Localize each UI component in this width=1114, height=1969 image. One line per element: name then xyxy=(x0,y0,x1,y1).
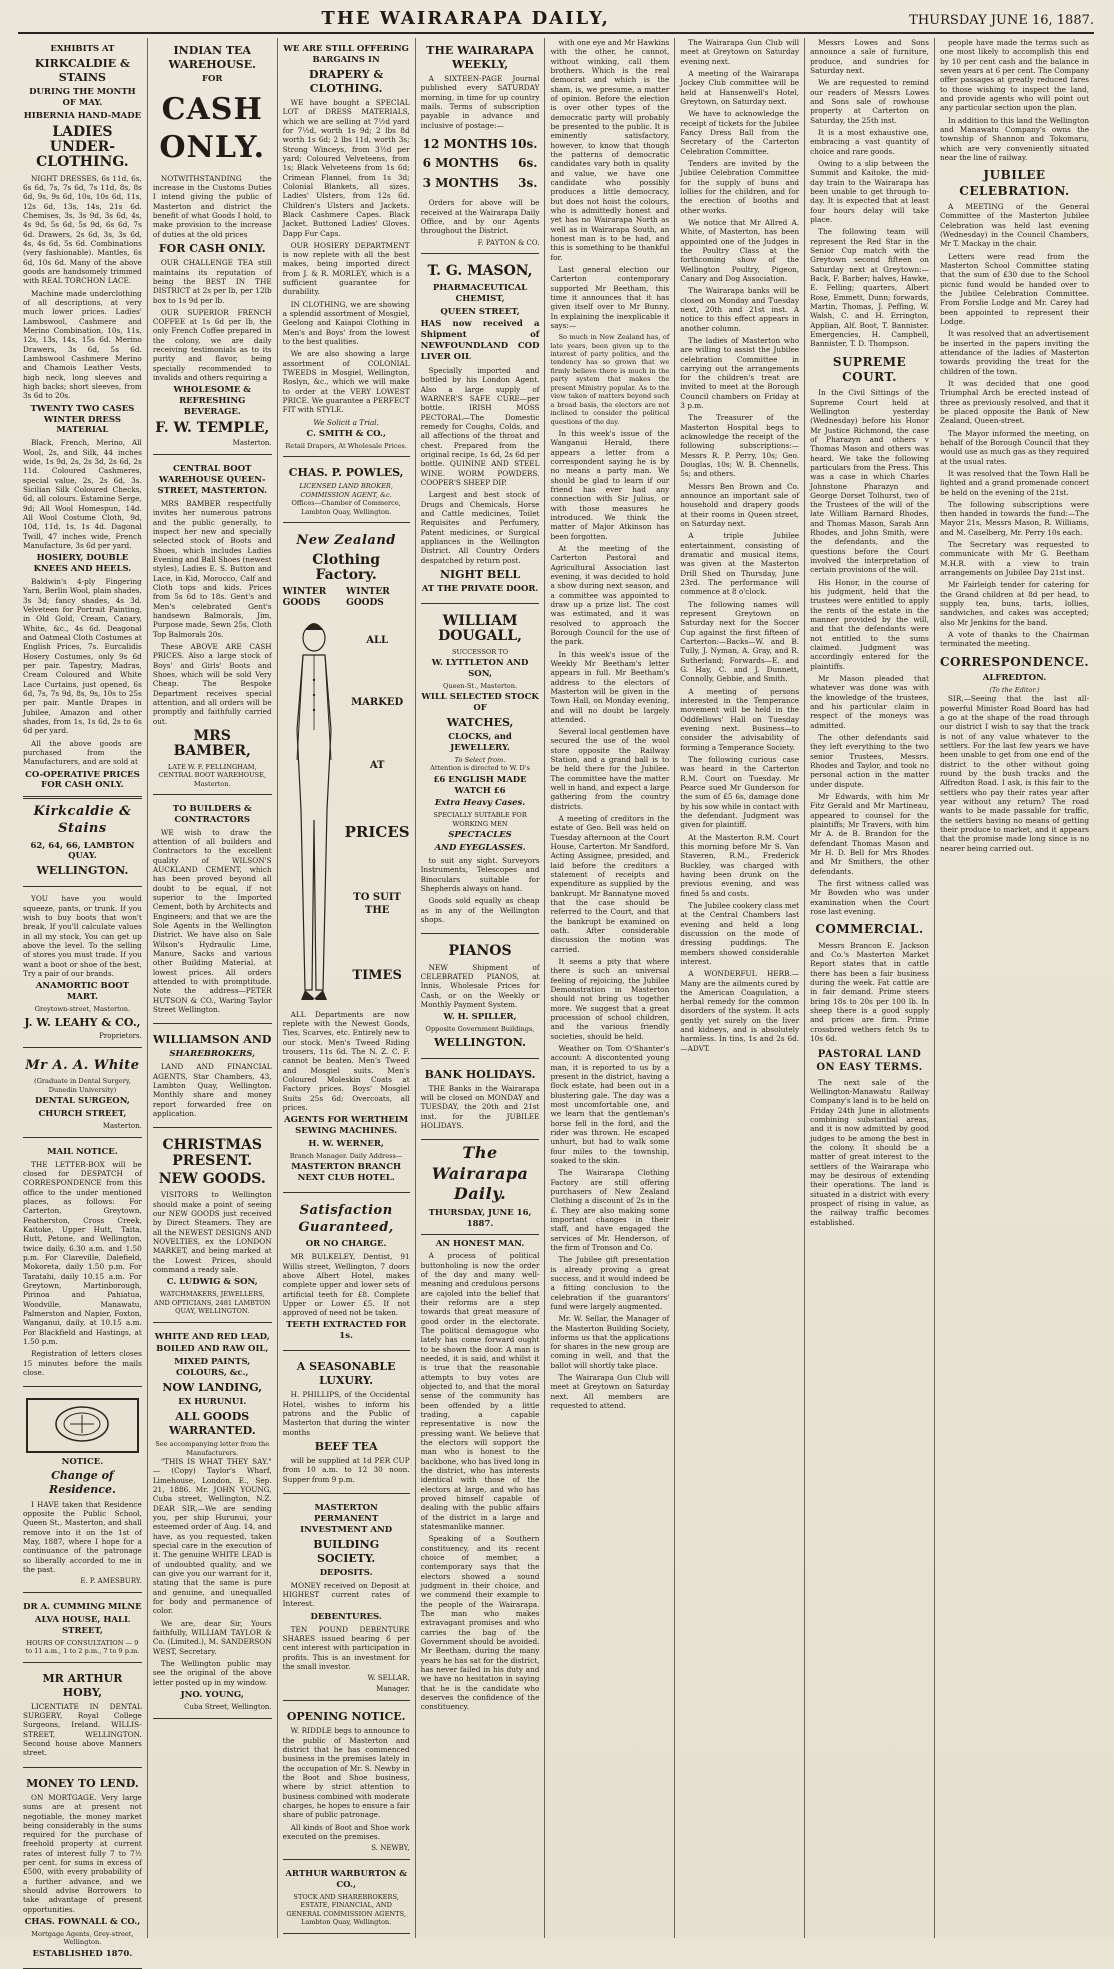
column-8 xyxy=(935,38,1094,1938)
warranted-sub: See accompanying letter from the Manufacturers. xyxy=(155,1440,270,1457)
honest-heading: AN HONEST MAN. xyxy=(435,1238,525,1249)
mixed-paints: MIXED PAINTS, COLOURS, &c., xyxy=(174,1357,251,1379)
twenty-cases-heading: TWENTY TWO CASES WINTER DRESS MATERIAL xyxy=(30,403,135,436)
term-label: 12 MONTHS xyxy=(422,137,508,152)
money-established: ESTABLISHED 1870. xyxy=(32,1948,133,1959)
debentures-heading: DEBENTURES. xyxy=(310,1611,382,1622)
column-6 xyxy=(675,38,805,1938)
leahy-proprietors: Proprietors. xyxy=(99,1031,142,1040)
ad-body: I HAVE taken that Residence opposite the Public School, Queen St., Masterton, and shall remove into it on the 1st of May, 1887, where I hope for a continuance of the patronage so liberally accorded to me in the past. xyxy=(23,1499,142,1574)
article-paragraph: A triple Jubilee entertainment, consisting of dramatic and musical items, was given at the Masterton Drill Shed on Thursday, June 23rd. The performance will commence at 8 o'clock. xyxy=(680,531,800,597)
article-paragraph: The first witness called was Mr Bowden who was under examination when the Court rose last evening. xyxy=(810,878,929,916)
ad-body: LAND AND FINANCIAL AGENTS, Star Chambers, 43, Lambton Quay, Wellington. Monthly share and money report forwarded free on application. xyxy=(152,1062,272,1118)
wholesome-line: WHOLESOME & REFRESHING BEVERAGE. xyxy=(173,385,251,418)
watches-line: WATCHES, xyxy=(446,715,514,729)
table-row xyxy=(423,136,538,153)
ad-weekly xyxy=(421,38,540,254)
ad-body: NOTWITHSTANDING the increase in the Customs Duties I intend giving the public of Masterton and district the benefit of what Goods I hold, to make provision to the increase of duties at the old prices xyxy=(152,173,272,239)
slogan-column xyxy=(345,610,410,1010)
solicit-line: We Solicit a Trial. xyxy=(313,417,379,427)
temple-name: F. W. TEMPLE, xyxy=(155,420,270,437)
ad-body: will be supplied at 1d PER CUP from 10 a.m. to 12 30 noon. Supper from 9 p.m. xyxy=(282,1456,410,1484)
alva-house: ALVA HOUSE, HALL STREET, xyxy=(34,1615,130,1636)
selected-stock-line: WILL SELECTED STOCK OF xyxy=(421,692,539,714)
ad-body: All kinds of Boot and Shoe work executed on the premises. xyxy=(282,1822,410,1841)
pianos-heading: PIANOS xyxy=(448,943,512,960)
satisfaction-sub: OR NO CHARGE. xyxy=(305,1239,387,1250)
ad-body: TEN POUND DEBENTURE SHARES issued bearing 6 per cent interest with participation in profits. This is an investment for the small investor. xyxy=(282,1624,410,1671)
ad-body: OUR HOSIERY DEPARTMENT is now replete with all the best makes, being imported direct from J. & R. MORLEY, which is a sufficient guarantee for durability. xyxy=(282,240,410,297)
ad-body: Goods sold equally as cheap as in any of the Wellington shops. xyxy=(420,896,540,924)
wellington-heading: WELLINGTON. xyxy=(36,864,129,878)
daily-title: The Wairarapa Daily. xyxy=(431,1143,529,1204)
article-paragraph: The Secretary was requested to communicate with Mr G. Beetham M.H.R. with a view to train arrangements on Jubilee Day 21st inst. xyxy=(939,540,1090,578)
satisfaction-heading: Satisfaction Guaranteed, xyxy=(298,1203,394,1235)
ad-hoby xyxy=(23,1666,142,1768)
column-7 xyxy=(805,38,935,1938)
ad-body: All the above goods are purchased from the Manufacturers, and are sold at xyxy=(23,738,142,767)
article-paragraph: The Wairarapa Gun Club will meet at Greytown on Saturday evening next. xyxy=(680,38,800,66)
article-paragraph: It was decided that one good Triumphal Arch be erected instead of three as previously resolved, and that it be placed opposite the Bank of New Zealand, Queen-street. xyxy=(939,378,1090,426)
mason-name: T. G. MASON, xyxy=(427,263,533,280)
term-price: 10s. xyxy=(509,137,538,152)
powles-name: CHAS. P. POWLES, xyxy=(288,466,404,480)
boiled-oil: BOILED AND RAW OIL, xyxy=(156,1344,269,1355)
supreme-court-heading: SUPREME COURT. xyxy=(832,354,907,384)
white-lead: WHITE AND RED LEAD, xyxy=(154,1331,270,1342)
ad-body: NIGHT DRESSES, 6s 11d, 6s, 6s 6d, 7s, 7s 6d, 7s 11d, 8s, 8s 6d, 9s, 9s 6d, 10s, 10s 6d, 11s, 12s 6d, 13s, 14s, 21s 6d. Chemises, 3s, 3s 9d, 3s 6d, 4s, 4s 9d, 5s 6d, 5s 9d, 6s 6d, 7s 6d. Drawers, 2s 6d, 3s, 3s 6d, 4s, 4s 6d, 5s 6d. Combinations (very fashionable). Mantles, 6s 6d, 10s 6d. Many of the above goods are handsomely trimmed with REAL TORCHON LACE. xyxy=(23,173,142,286)
ad-temple xyxy=(153,38,272,455)
ladies-heading: LADIES UNDER-CLOTHING. xyxy=(36,123,129,171)
for-cash-line: FOR CASH ONLY. xyxy=(158,242,266,256)
ad-body: VISITORS to Wellington should make a point of seeing our NEW GOODS just received by Direct Steamers. They are all the NEWEST DESIGNS AND NOVELTIES, ex the LONDON MARKET, and being marked at the Lowest Prices, should command a ready sale. xyxy=(152,1190,272,1275)
spiller-name: W. H. SPILLER, xyxy=(443,1012,517,1023)
dougall-name: WILLIAM DOUGALL, xyxy=(438,612,522,645)
slogan-times: TIMES xyxy=(352,967,402,983)
article-paragraph: It seems a pity that where there is such an universal feeling of rejoicing, the Jubilee Demonstration in Masterton should not bring us together more. We suggest that a great procession of school children, and the various friendly societies, should be held. xyxy=(550,957,670,1041)
mail-heading: MAIL NOTICE. xyxy=(47,1146,118,1157)
removal-signature: E. P. AMESBURY. xyxy=(80,1577,142,1586)
ad-young xyxy=(153,1326,272,1719)
ad-kirkcaldie xyxy=(23,38,142,887)
article-paragraph: It was resolved that the Town Hall be lighted and a grand promenade concert be held on the evening of the 21st. xyxy=(939,468,1090,497)
ad-body: We are, dear Sir, Yours faithfully, WILLIAM TAYLOR & Co. (Limited.), M. SANDERSON WEST, Secretary. xyxy=(152,1618,272,1656)
ad-body: Baldwin's 4-ply Fingering Yarn, Berlin Wool, plain shades, 3s 3d; fancy shades, 4s 3d. Velveteen for Portrait Painting, in Old Gold, Cream, Canary, White, &c., 4s 6d. Deagonal and Oatmeal Cloth Costumes at English Prices, 7s. Eurcalidis Hosery Costumes, only 9s 6d per pair. Tapestry, Madras, Cream Coloured and White Lace Curtains, just opened, 6s 6d, 7s, 7s 9d, 8s, 9s, 10s to 25s per pair. Mantle Drapes in Jubilee, Amazon and other shades, from 1s, 1s 6d, 2s to 6s 6d per yard. xyxy=(23,577,142,736)
ad-body: LICENTIATE IN DENTAL SURGERY, Royal College Surgeons, Ireland. WILLIS-STREET, WELLINGTON. Second house above Manners street. xyxy=(23,1701,142,1758)
slogan-marked: MARKED xyxy=(351,697,404,709)
article-paragraph: people have made the terms such as one most likely to accomplish this end by 10 per cent cash and the balance in seven years at 6 per cent. The Company offer passages at greatly reduced fares to those wishing to inspect the land, and provide agents who will point out any particular section upon the plan. xyxy=(939,38,1090,113)
ad-body: IN CLOTHING, we are showing a splendid assortment of Mosgiel, Geelong and Kaiapoi Clothing in Men's and Boys' from the lowest to the best qualities. xyxy=(282,299,410,347)
firm-address: 62, 64, 66, LAMBTON QUAY. xyxy=(30,840,135,862)
powles-body: Offices—Chamber of Commerce, Lambton Quay, Wellington. xyxy=(291,499,401,516)
article-paragraph: Weather on Tom O'Shanter's account: A discontented young man, it is reported to us by a present in the district, having a flock estate, had been out in a blustering gale. The day was a most uncomfortable one, and we learn that the gentleman's horse fell in the ford, and the rider was thrown. He escaped unhurt, but had to walk some four miles to the township, soaked to the skin. xyxy=(550,1043,670,1165)
hosiery-heading: HOSIERY, DOUBLE KNEES AND HEELS. xyxy=(33,553,132,575)
article-paragraph: We notice that Mr Allred A. White, of Masterton, has been appointed one of the Judges in the Poultry Class at the forthcoming show of the Wellington Poultry, Pigeon, Canary and Dog Association. xyxy=(680,217,800,283)
column-grid xyxy=(18,38,1094,1959)
commercial-heading: COMMERCIAL. xyxy=(815,922,924,937)
firm-name: KIRKCALDIE & STAINS xyxy=(34,56,130,84)
ad-body: H. PHILLIPS, of the Occidental Hotel, wishes to inform his patrons and the Public of Masterton that during the winter months xyxy=(282,1390,410,1437)
article-paragraph: The following names will represent Greytown on Saturday next for the Soccer Cup against the first fifteen of Carterton:—Backs—W. and B. Tully, J. Nyman, A. Gray, and R. Sutherland; Forwards—E. and G. Hay, C. and J. Dunnett, Connolly, Gebbie, and Smith. xyxy=(680,599,800,684)
ludwig-sub: WATCHMAKERS, JEWELLERS, AND OPTICIANS, 2481 LAMBTON QUAY, WELLINGTON. xyxy=(153,1290,271,1316)
article-paragraph: A process of political buttonholing is now the order of the day and many well-meaning and credulous persons are cajoled into the belief that their reforms are a step towards that great measure of good order in the electorate. The political demagogue who lately has come forward ought to be shown the door. A man is needed, it is said, and whilst it is true that the reasonable attempts to buy votes are objected to, and that the moral sense of the community has been offended by a little trading, a capable representative is now the pressing want. We believe that the electors will support the man who is honest to the backbone, who has lived long in the district, who has interests identical with those of the electors at large, and who has proved himself capable of dealing with the public affairs of the district in a large and statesmanlike manner. xyxy=(420,1251,540,1531)
white-name: Mr A. A. White xyxy=(25,1057,140,1073)
hibernia-line: HIBERNIA HAND-MADE xyxy=(23,110,142,121)
article-paragraph: Messrs Lowes and Sons announce a sale of furniture, produce, and sundries for Saturday next. xyxy=(810,38,929,75)
money-signature: CHAS. FOWNALL & CO., xyxy=(24,1917,141,1928)
ad-body: Largest and best stock of Drugs and Chemicals, Horse and Cattle medicines, Toilet Requisites and Perfumery, Patent medicines, or Surgical appliances in the Wellington District. All Country Orders despatched by return post. xyxy=(420,490,540,565)
ad-ludwig xyxy=(153,1131,272,1322)
article-paragraph: with one eye and Mr Hawkins with the other, he cannot, without winking, call them brothers. Which is the real democrat and which is the sham, is, we presume, a matter of opinion. Before the election is over other types of the democratic party will probably be presented to the public. It is eminently satisfactory, however, to know that though the patterns of democratic candidates vary both in quality and value, we have one candidate who possibly produces a little democracy, but does not hoist the colours, who is admittedly honest and yet has no Wairarapa North as well as in Wairarapa South, an honest man is to be had, and this is something to be thankful for. xyxy=(550,38,670,262)
article-paragraph: Tenders are invited by the Jubilee Celebration Committee for the supply of buns and lollies for the children, and for the erection of booths and other works. xyxy=(680,158,800,215)
removal-heading: Change of Residence. xyxy=(49,1469,116,1497)
ad-body: NEW Shipment of CELEBRATED PIANOS, at Innis, Wholesale Prices for Cash, or on the Weekly or Monthly Payment System. xyxy=(420,962,540,1009)
article-paragraph: Mr. W. Sellar, the Manager of the Masterton Building Society, informs us that the applications for shares in the new group are coming in well, and that the ballot will shortly take place. xyxy=(550,1314,670,1370)
seal-icon xyxy=(52,1404,112,1444)
article-paragraph: At the Masterton R.M. Court this morning before Mr S. Van Staveren, R.M., Frederick Buckley, was charged with having been drunk on the previous evening, and was fined 5s and costs. xyxy=(680,832,800,898)
church-line: CHURCH STREET, xyxy=(38,1108,127,1119)
heavy-line: Extra Heavy Cases. xyxy=(434,798,526,809)
agents-line: AGENTS FOR WERTHEIM SEWING MACHINES. xyxy=(284,1115,409,1137)
central-heading: CENTRAL BOOT WAREHOUSE QUEEN-STREET, MASTERTON. xyxy=(157,464,268,497)
building-heading: BUILDING SOCIETY. xyxy=(313,1537,380,1565)
term-price: 6s. xyxy=(518,156,538,171)
ad-body: W. RIDDLE begs to announce to the public of Masterton and district that he has commenced business in the premises lately in the occupation of Mr. S. Newby in the Boot and Shoe business, where by strict attention to business combined with moderate charges, he hopes to ensure a fair share of public patronage. xyxy=(282,1726,410,1820)
money-sub: Mortgage Agents, Grey-street, Wellington. xyxy=(31,1929,134,1947)
article-paragraph: Mr Mason pleaded that whatever was done was with the knowledge of the trustees, and his particular claim in respect of the moneys was admitted. xyxy=(810,674,929,730)
column-1 xyxy=(18,38,148,1959)
ad-leahy xyxy=(23,890,142,1047)
ad-body: We are also showing a large assortment of COLONIAL TWEEDS in Mosgiel, Wellington, Roslyn, &c., which we will make to order at the VERY LOWEST PRICE. We guarantee a PERFECT FIT with STYLE. xyxy=(282,349,410,415)
article-paragraph: Messrs Ben Brown and Co. announce an important sale of household and drapery goods at their rooms in Queen street, on Saturday next. xyxy=(680,481,800,529)
article-paragraph: His Honor, in the course of his judgment, held that the trustees were entitled to apply the rents of the estate in the manner provided by the will, and that the defendants were not entitled to the sums claimed. Judgment was accordingly entered for the plaintiffs. xyxy=(810,577,929,671)
williamson-sub: SHAREBROKERS, xyxy=(169,1049,256,1060)
during-line: DURING THE MONTH OF MAY. xyxy=(29,87,136,108)
masthead-page-left xyxy=(18,13,22,28)
private-door-line: AT THE PRIVATE DOOR. xyxy=(421,583,539,594)
ad-white xyxy=(23,1051,142,1138)
article-paragraph: In the Civil Sittings of the Supreme Court held at Wellington yesterday (Wednesday) before his Honor Mr Justice Richmond, the case of Pharazyn and others v Thomas Mason and others was heard. We take the following particulars from the Press. This was a case in which Charles Johnstone Pharazyn and George Dorset Tolhurst, two of the Trustees of the will of the late William Barnard Rhodes, and Thomas Mason, Sarah Ann Rhodes, and John Smith, were the defendants, and the questions before the Court involved the interpretation of certain provisions of the will. xyxy=(810,388,929,575)
ad-body: YOU have you would squeeze, pants, or trunk. If you wish to buy boots that won't break, If you'll calculate values in all my stock, You can get up above the level. To the selling of stores you must trade. If you want a boot or shoe of the best, Try a pair of our brands. xyxy=(23,894,142,979)
ad-body: WE have bought a SPECIAL LOT of DRESS MATERIALS, which we are selling at 7½d yard for 7½d, worth 1s 9d; 2 lbs 8d worth 1s 6d; 2 lbs 11d, worth 3s; Strong Winceys, from 3½d per yard; Coloured Velveteens, from 1s; Black Velveteens from 1s 6d; Crimean Flannel, from 1s 3d; Colonial Blankets, all sizes. Ladies' Ulsters, from 12s 6d. Children's Ulsters and Jackets. Black Cashmere Capes. Black Jacket. Buttoned Ladies' Gloves. Dapp Fur Caps. xyxy=(282,97,410,238)
ad-body: to suit any sight. Surveyors Instruments, Telescopes and Binoculars suitable for Shepherds always on hand. xyxy=(420,855,540,893)
opening-heading: OPENING NOTICE. xyxy=(286,1710,406,1724)
ad-builders xyxy=(153,798,272,1024)
ad-dougall xyxy=(421,607,540,934)
jubilee-heading: JUBILEE CELEBRATION. xyxy=(959,168,1070,198)
coop-heading: CO-OPERATIVE PRICES FOR CASH ONLY. xyxy=(25,769,140,791)
term-label: 6 MONTHS xyxy=(422,156,499,171)
masthead xyxy=(18,8,1094,34)
lyttleton-line: W. LYTTLETON AND SON, xyxy=(431,658,529,679)
ad-body: Registration of letters closes 15 minutes before the mails close. xyxy=(23,1349,142,1377)
bamber-name: MRS BAMBER, xyxy=(173,727,251,760)
article-paragraph: The Mayor informed the meeting, on behalf of the Borough Council that they would use as much gas as they required at the usual rates. xyxy=(939,428,1090,466)
leahy-address: Greytown-street, Masterton. xyxy=(34,1005,131,1014)
spiller-sub: Opposite Government Buildings, xyxy=(425,1025,535,1034)
ad-cumming xyxy=(23,1596,142,1663)
article-paragraph: Letters were read from the Masterton School Committee stating that the sum of £30 due to the School picnic fund would be handed over to the Jubilee Celebration Committee. From Forslie Lodge and Mr. Carey had been appointed to represent their Lodge. xyxy=(939,251,1090,326)
warranted-heading: ALL GOODS WARRANTED. xyxy=(168,1410,256,1438)
ad-body: MRS BAMBER respectfully invites her numerous patrons and the public generally, to inspect her new and specially selected stock of Boots and Shoes, which includes Ladies Evening and Ball Shoes (newest styles), Ladies E. S. Button and Lace, in Kid, Morocco, Calf and Cloth tops and kids. Prices from 5s 6d to 18s. Gent's and Men's celebrated Gent's handsewn Balmorals, Jim, Purpose made, Sewn 25s, Cloth Top Balmorals 20s. xyxy=(152,499,272,639)
article-paragraph: A MEETING of the General Committee of the Masterton Jubilee Celebration was held last evening (Wednesday) in the Council Chambers, Mr T. Mackay in the chair. xyxy=(939,201,1090,249)
divider xyxy=(421,1234,540,1235)
leahy-shop: ANAMORTIC BOOT MART. xyxy=(35,981,130,1003)
specially-line: SPECIALLY SUITABLE FOR WORKING MEN xyxy=(433,811,527,828)
article-paragraph: The Wairarapa Clothing Factory are still offering purchasers of New Zealand Clothing a discount of 2s in the £. They are also making some important changes in their staff, and have engaged the services of Mr. Henderson, of the firm of Tronson and Co. xyxy=(550,1168,670,1252)
column-5 xyxy=(545,38,675,1938)
bank-heading: BANK HOLIDAYS. xyxy=(424,1067,536,1081)
article-paragraph: In this week's issue of the Weekly Mr Beetham's letter appears in full. Mr Beetham's address to the electors of Masterton will be given in the Town Hall, on Monday evening, and will no doubt be largely attended. xyxy=(550,649,670,724)
newby-name: S. NEWBY, xyxy=(371,1844,410,1853)
article-paragraph: In addition to this land the Wellington and Manawatu Company's owns the township of Shannon and Tokomaru, which are very conveniently situated near the line of railway. xyxy=(939,115,1090,162)
ad-body: ALL Departments are now replete with the Newest Goods, Ties, Scarves, etc. Entirely new to our stock. Men's Tweed Riding trousers, 11s 6d. The N. Z. C. F. cannot be beaten. Men's Tweed and Mosgiel suits. Men's Coloured Moleskin Coats at Factory prices. Boys' Mosgiel Suits 25s 6d; Overcoats, all prices. xyxy=(282,1009,410,1112)
article-paragraph: The Wairarapa Gun Club will meet at Greytown on Saturday next. All members are requested to attend. xyxy=(550,1373,670,1411)
lever-line: £6 ENGLISH MADE WATCH £6 xyxy=(433,774,527,796)
deposits-heading: DEPOSITS. xyxy=(319,1567,373,1578)
article-paragraph: The ladies of Masterton who are willing to assist the Jubilee celebration Committee in carrying out the arrangements for the children's treat are invited to meet at the Borough Council chambers on Friday at 3 p.m. xyxy=(680,335,800,411)
ad-body: The Wellington public may see the original of the above letter posted up in my window. xyxy=(152,1658,272,1687)
pharma-line: PHARMACEUTICAL CHEMIST, xyxy=(432,282,528,304)
bargains-line: WE ARE STILL OFFERING BARGAINS IN xyxy=(283,44,409,65)
temple-place: Masterton. xyxy=(232,439,272,448)
werner-name: H. W. WERNER, xyxy=(308,1139,384,1149)
article-paragraph: The following team will represent the Red Star in the Senior Cup match with the Greytown second fifteen on Saturday next at Greytown:—Back, F. Barber; halves, Hawke, E. Felling; quarters, Albert Rose, Emmett, Dunn; forwards, Martin, Thomas, J. Peffing, W. Walsh, C. and H. Errington, Applian, Alf. Boot, T. Bannister. Emergencies, H. Campbell, Bannister, T. D. Thompson. xyxy=(810,227,929,349)
ad-body: Machine made underclothing of all descriptions, at very much lower prices. Ladies' Lambswool, Cashmere and Merino Combination, 10s, 11s, 12s, 13s, 14s, 15s 6d. Merino Drawers, 3s 6d, 5s 6d. Lambswool Cashmere Merino and Chamois Leather Vests, high neck, long sleeves and high backs; short sleeves, from 3s 6d to 20s. xyxy=(23,288,142,401)
winter-goods-left: WINTER GOODS xyxy=(282,586,327,609)
divider xyxy=(23,796,142,799)
winter-goods-right: WINTER GOODS xyxy=(346,586,390,609)
for-line: FOR xyxy=(201,74,223,85)
successor-line: SUCCESSOR TO xyxy=(451,647,509,656)
christmas-heading: CHRISTMAS PRESENT. xyxy=(162,1137,263,1169)
young-sub: Cuba Street, Wellington. xyxy=(184,1702,272,1711)
leahy-name: J. W. LEAHY & CO., xyxy=(24,1015,141,1029)
article-paragraph: SIR,—Seeing that the last all-powerful Minister Road Board has had a go at the shape of the road through our district I wish to say that the track is not of any value whatever to the settlers. For the last few years we have been unable to get from one end of the district to the other without going round by the bush tracks and the Alfredton Road. I ask, is this fair to the settlers who pay their rates year after year without any return? The road wants to be made passable for traffic, the settlers having no means of getting their produce to market, and it appears that the promise made long since is no nearer being carried out. xyxy=(939,694,1090,853)
table-row xyxy=(423,175,538,192)
weekly-heading: THE WAIRARAPA WEEKLY, xyxy=(426,44,534,72)
seal-emblem xyxy=(26,1398,139,1452)
firm-name-gothic: Kirkcaldie & Stains xyxy=(33,804,132,836)
extracted-line: TEETH EXTRACTED FOR 1s. xyxy=(286,1320,407,1342)
article-paragraph: Messrs Brancon E. Jackson and Co.'s Masterton Market Report states that in cattle there has been a fair business during the week. Fat cattle are in fair demand. Prime steers bring 18s to 20s per 100 lb. In sheep there is a good supply and prices are firm. Prime crossbred wethers fetch 9s to 10s 6d. xyxy=(810,940,929,1043)
ad-body: A SIXTEEN-PAGE Journal published every SATURDAY morning, in time for up country mails. Terms of subscription payable in advance and inclusive of postage:— xyxy=(420,74,540,130)
queen-line: QUEEN STREET, xyxy=(440,306,520,317)
article-paragraph: A meeting of persons interested in the Temperance movement will be held in the Oddfellows' Hall on Tuesday evening next. Business—to consider the advisability of forming a Temperance Society. xyxy=(680,686,800,752)
ad-building-society xyxy=(283,1497,410,1701)
sellar-sub: Manager. xyxy=(376,1685,410,1694)
queen-st-line: Queen-St., Masterton. xyxy=(442,681,518,690)
warburton-name: ARTHUR WARBURTON & CO., xyxy=(285,1869,407,1890)
white-sub: (Graduate in Dental Surgery, Dunedin University) xyxy=(34,1077,131,1094)
column-4 xyxy=(416,38,546,1938)
article-paragraph: So much in New Zealand has, of late years, been given up to the interest of party politics, and the tendency has so grown that we firmly believe there is much in the party system that makes the present Ministry popular. As to the view taken of matters beyond such a broad basis, the electors are not inclined to consider the political questions of the day. xyxy=(550,333,670,426)
ad-body: WE wish to draw the attention of all builders and Contractors to the excellent quality of WILSON'S AUCKLAND CEMENT, which has been proved beyond all doubt to be equal, if not superior to the Imported Cement, both by Architects and Engineers; and that we are the Sole Agents in the Wellington District. We have also on Sale Wilson's Hydraulic Lime, Manure, Sacks and various other Building Material, at lowest prices. All orders attended to with promptitude. Note the address—PETER HUTSON & CO., Waring Taylor Street Wellington. xyxy=(152,827,272,1014)
ad-body: These ABOVE ARE CASH PRICES. Also a large stock of Boys' and Girls' Boots and Shoes, which will be sold Very Cheap. The Bespoke Department receives special attention, and all orders will be promptly and faithfully carried out. xyxy=(152,641,272,726)
article-paragraph: Owing to a slip between the Summit and Kaitoke, the mid-day train to the Wairarapa has been unable to get through to-day. It is expected that at least four hours delay will take place. xyxy=(810,158,929,224)
drapery-heading: DRAPERY & CLOTHING. xyxy=(308,67,384,95)
article-paragraph: A meeting of creditors in the estate of Geo. Bell was held on Tuesday afternoon at the Court House, Carterton. Mr Sandford, Acting Assignee, presided, and laid before the creditors a statement of receipts and expenditure as supplied by the bankrupt. Mr Bannatyne moved that the case should be referred to the Court, and that the bankrupt be examined on oath. After considerable discussion the motion was carried. xyxy=(550,814,670,954)
ad-body: Black, French, Merino, All Wool, 2s, and Silk, 44 inches wide, 1s 9d, 2s, 2s 3d, 2s 6d, 2s 11d. Coloured Cashmeres, special value, 2s, 2s 6d, 3s. Sicilian Silk Coloured Checks, 6d, all colours. Estamine Serge, 9d; All Wool Homespun, 14d. All Wool Costume Cloth, 9d, 10d, 11d, 1s, 1s 4d. Dagonal Twill, 47 inches wide, French Manufacture, 3s 6d per yard. xyxy=(23,438,142,550)
select-line: To Select from. xyxy=(454,755,506,764)
article-paragraph: A vote of thanks to the Chairman terminated the meeting. xyxy=(939,630,1090,649)
article-paragraph: Several local gentlemen have secured the use of the wool store opposite the Railway Station, and a grand ball is to be held there for the Jubilee. The committee have the matter well in hand, and expect a large gathering from the country districts. xyxy=(550,727,670,811)
bamber-sub: LATE W. F. FELLINGHAM, CENTRAL BOOT WAREHOUSE, Masterton. xyxy=(158,762,267,788)
subscription-table xyxy=(421,134,540,194)
article-paragraph: Mr Fairleigh tender for catering for the Grand children at 8d per head, to supply tea, buns, tarts, lollies, sandwiches, and cakes was accepted; also Mr Jenkins for the band. xyxy=(939,580,1090,627)
article-paragraph: Last general election our Carterton contemporary supported Mr Beetham, this time it announces that it has given itself over to Mr Bunny. In explaining the inexplicable it says:— xyxy=(550,264,670,330)
builders-heading: TO BUILDERS & CONTRACTORS xyxy=(172,804,252,825)
article-paragraph: The other defendants said they left everything to the two senior Trustees, Messrs. Rhodes and Taylor, and took no personal action in the matter under dispute. xyxy=(810,733,929,789)
article-paragraph: The Jubilee gift presentation is already proving a great success, and it would indeed be a fitting conclusion to the celebration if the guarantors' fund were largely augmented. xyxy=(550,1255,670,1311)
ad-body: Specially imported and bottled by his London Agent. Also a large supply of WARNER'S SAFE CURE—per bottle. IRISH MOSS PECTORAL—The Domestic remedy for Coughs, Colds, and all affections of the throat and chest. Prepared from the original recipe, 1s 6d, 2s 6d per bottle. QUININE AND STEEL WINE. WORM POWDERS. COOPER'S SHEEP DIP. xyxy=(420,365,540,487)
warburton-sub: STOCK AND SHAREBROKERS, ESTATE, FINANCIAL, AND GENERAL COMMISSION AGENTS, Lambton Quay, Wellington. xyxy=(286,1892,406,1927)
article-paragraph: At the meeting of the Carterton Pastoral and Agricultural Association last evening, it was decided to hold a show during next season, and a committee was appointed to draw up a prize list. The cost was estimated, and it was resolved to approach the Borough Council for the use of the park. xyxy=(550,543,670,647)
smith-name: C. SMITH & CO., xyxy=(306,429,386,440)
winter-goods-row xyxy=(283,587,410,610)
now-landing: NOW LANDING, xyxy=(162,1381,263,1395)
column-3 xyxy=(278,38,416,1938)
article-paragraph: The following subscriptions were then handed in towards the fund:—The Mayor 21s, Messrs Mason, R. Williams, and M. Caselberg, Mr. Perry 10s each. xyxy=(939,499,1090,537)
mason-shipment: HAS now received a Shipment of NEWFOUNDLAND COD LIVER OIL xyxy=(420,319,540,363)
masthead-date: THURSDAY JUNE 16, 1887. xyxy=(909,13,1094,28)
cash-only-heading: CASH ONLY. xyxy=(159,92,266,166)
ad-smith xyxy=(283,38,410,457)
term-label: 3 MONTHS xyxy=(422,175,499,190)
article-paragraph: Mr Edwards, with him Mr Fitz Gerald and Mr Martineau, appeared to counsel for the plaintiffs; Mr Travers, with him Mr A. de B. Brandon for the defendant Thomas Mason and Mr H. D. Bell for Mrs Rhodes and Mr Smithers, the other defendants. xyxy=(810,792,929,876)
to-editor-line: (To the Editor.) xyxy=(989,685,1040,694)
removal-notice: NOTICE. xyxy=(61,1456,104,1467)
pastoral-heading: PASTORAL LAND ON EASY TERMS. xyxy=(816,1049,923,1074)
article-paragraph: The Wairarapa banks will be closed on Monday and Tuesday next, 20th and 21st inst. A notice to this effect appears in another column. xyxy=(680,286,800,333)
ad-clothing-factory xyxy=(283,526,410,1193)
young-name: JNO. YOUNG, xyxy=(180,1689,244,1700)
correspondence-heading: CORRESPONDENCE. xyxy=(939,654,1090,669)
ad-body: Orders for above will be received at the Wairarapa Daily Office, and by our Agents throughout the District. xyxy=(420,198,540,236)
alfredton-heading: ALFREDTON. xyxy=(982,673,1047,684)
ad-removal xyxy=(23,1390,142,1593)
ad-body: ON MORTGAGE. Very large sums are at present not negotiable, the money market being considerably in the sums required for the purchase of freehold property at current rates of interest fully 7 to 7½ per cent. for sums in excess of £500, with every probability of a further advance, and we should advise Borrowers to take advantage of present opportunities. xyxy=(23,1792,142,1914)
ad-body: OUR SUPERIOR FRENCH COFFEE at 1s 6d per lb, the only French Coffee prepared in the colony, we are daily receiving testimonials as to its purity and flavor, being specially recommended to invalids and others requiring a xyxy=(152,307,272,383)
article-paragraph: Speaking of a Southern constituency, and its recent choice of member, a contemporary says that the electors showed a sound judgment in their choice, and we commend their example to the people of the Wairarapa. The man who makes extravagant promises and who carries the bag of the Government should be avoided. Mr Beetham, during the many years he has sat for the district, has never failed in his duty and we have no hesitation in saying that he is the candidate who deserves the confidence of the constituency. xyxy=(420,1534,540,1712)
ad-body: THE LETTER-BOX will be closed for DESPATCH of CORRESPONDENCE from this office to the under mentioned places, as follows: For Carterton, Greytown, Featherston, Cross Creek, Kaitoke, Upper Hutt, Taita, Hutt, Petone, and Wellington, twice daily, 6.30 a.m. and 1.50 p.m. For Clareville, Dalefield, Mokoreta, daily 1.50 p.m. For Taratahi, daily 10.15 a.m. For Greytown, Martinborough, Pirinoa and Pahiatua, Woodville, Manawatu, Palmerston and Napier, Foxton, Wanganui, daily, at 10.15 a.m. For Blackfield and Hastings, at 1.50 p.m. xyxy=(23,1159,142,1346)
mpib-heading: MASTERTON PERMANENT INVESTMENT AND xyxy=(300,1503,393,1535)
illustration-row xyxy=(283,610,410,1010)
ad-warburton xyxy=(283,1863,410,1934)
ad-williamson xyxy=(153,1027,272,1128)
article-paragraph: The Treasurer of the Masterton Hospital begs to acknowledge the receipt of the following subscriptions:—Messrs R. P. Perry, 10s; Geo. Douglas, 10s; W. B. Chennells, 5s; and others. xyxy=(680,413,800,479)
beef-tea-heading: BEEF TEA xyxy=(314,1440,378,1454)
article-paragraph: In this week's issue of the Wanganui Herald, there appears a letter from a correspondent saying he is by no means a party man. We should be glad to learn if our friend has ever had any connection with Sir Julius, or with those measures he introduced. We think the matter of Major Atkinson has been forgotten. xyxy=(550,428,670,541)
alva-hours: HOURS OF CONSULTATION — 9 to 11 a.m., 1 to 2 p.m., 7 to 9 p.m. xyxy=(25,1638,140,1656)
article-paragraph: A meeting of the Wairarapa Jockey Club committee will be held at Hansenwell's Hotel, Greytown, on Saturday next. xyxy=(680,68,800,106)
ad-body: "THIS IS WHAT THEY SAY." — (Copy) Taylor's Wharf, Limehouse, London, E., Sep. 21, 1886. Mr. JOHN YOUNG, Cuba street, Wellington, N.Z. DEAR SIR,—We are sending you, per ship Hurunui, your esteemed order of Aug. 14, and have, as you requested, taken special care in the execution of it. The genuine WHITE LEAD is of undoubted quality, and we can give you our warrant for it, stating that the same is pure and genuine, and unequalled for body and permanence of color. xyxy=(152,1457,272,1616)
article-paragraph: The next sale of the Wellington-Manawatu Railway Company's land is to be held on Friday 24th June in allotments combining substantial areas, and it is now admitted by good judges to be among the best in the colony. It should be a matter of great interest to the settlers of the Wairarapa who may be desirous of extending their operations. The land is situated in a district with every prospect of rising in value, as the railway traffic becomes established. xyxy=(810,1077,929,1227)
ad-powles xyxy=(283,460,410,523)
sellar-name: W. SELLAR, xyxy=(367,1674,410,1683)
ludwig-name: C. LUDWIG & SON, xyxy=(166,1277,258,1288)
cumming-name: DR A. CUMMING MILNE xyxy=(23,1602,142,1613)
new-goods-heading: NEW GOODS. xyxy=(158,1171,266,1188)
daily-date: THURSDAY, JUNE 16, 1887. xyxy=(428,1207,532,1229)
spectacles-line: SPECTACLES xyxy=(448,830,512,841)
masthead-title: THE WAIRARAPA DAILY, xyxy=(321,8,610,29)
ad-body: OUR CHALLENGE TEA still maintains its reputation of being the BEST IN THE DISTRICT at 2s per lb, per 12lb box to 1s 9d per lb. xyxy=(152,258,272,305)
article-paragraph: It was resolved that an advertisement be inserted in the papers inviting the attendance of the ladies of Masterton towards providing the treat for the children of the town. xyxy=(939,329,1090,376)
slogan-prices: PRICES xyxy=(344,823,410,842)
clocks-line: CLOCKS, and JEWELLERY. xyxy=(448,732,512,753)
exhibits-line: EXHIBITS AT xyxy=(50,44,115,54)
ex-ship: EX HURUNUI. xyxy=(178,1397,247,1408)
article-paragraph: A WONDERFUL HERB.—Many are the ailments cured by the American Coagulation, a herbal remedy for the common disorders of the system. It acts gently yet surely on the liver and kidneys, and is absolutely harmless. In tins, 1s and 2s 6d.—ADVT. xyxy=(680,969,800,1053)
money-heading: MONEY TO LEND. xyxy=(26,1776,139,1790)
ad-body: MR BULKELEY, Dentist, 91 Willis street, Wellington, 7 doors above Albert Hotel, makes complete upper and lower sets of artificial teeth for £8. Complete Upper or Lower £5. If not approved of need not be taken. xyxy=(282,1252,410,1318)
slogan-at: AT xyxy=(369,760,385,772)
branch-line: MASTERTON BRANCH NEXT CLUB HOTEL. xyxy=(291,1162,401,1184)
eyeglasses-line: AND EYEGLASSES. xyxy=(434,843,526,854)
column-2 xyxy=(148,38,278,1938)
table-row xyxy=(423,155,538,172)
ad-pianos xyxy=(421,937,540,1058)
ad-bulkeley xyxy=(283,1196,410,1351)
night-bell-heading: NIGHT BELL xyxy=(439,567,521,581)
hoby-name: MR ARTHUR HOBY, xyxy=(42,1671,123,1699)
ad-riddle xyxy=(283,1704,410,1860)
ad-body: MONEY received on Deposit at HIGHEST current rates of Interest. xyxy=(282,1580,410,1609)
article-paragraph: The Jubilee cookery class met at the Central Chambers last evening and held a long discussion on the mode of dressing puddings. The members showed considerable interest. xyxy=(680,900,800,966)
seasonable-heading: A SEASONABLE LUXURY. xyxy=(296,1360,396,1388)
attention-line: Attention is directed to W. D's xyxy=(430,764,530,773)
ad-body: THE Banks in the Wairarapa will be closed on MONDAY and TUESDAY, the 20th and 21st inst. for the JUBILEE HOLIDAYS. xyxy=(420,1083,540,1131)
smith-sub: Retail Drapers, At Wholesale Prices. xyxy=(285,441,407,450)
powles-sub: LICENSED LAND BROKER, COMMISSION AGENT, &c. xyxy=(299,482,393,499)
term-price: 3s. xyxy=(518,175,538,190)
williamson-name: WILLIAMSON AND xyxy=(153,1033,272,1047)
article-paragraph: We have to acknowledge the receipt of tickets for the Jubilee Fancy Dress Ball from the Secretary of the Carterton Celebration Committee. xyxy=(680,109,800,156)
werner-sub: Branch Manager. Daily Address— xyxy=(289,1151,403,1160)
ad-phillips xyxy=(283,1354,410,1494)
article-paragraph: We are requested to remind our readers of Messrs Lowes and Sons sale of rowhouse property at Carterton on Saturday, the 25th inst. xyxy=(810,78,929,125)
slogan-all: ALL xyxy=(366,634,389,646)
ad-bank-holidays xyxy=(421,1062,540,1141)
article-paragraph: It is a most exhaustive one, embracing a vast quantity of choice and rare goods. xyxy=(810,127,929,156)
tea-heading: INDIAN TEA WAREHOUSE. xyxy=(168,44,256,72)
factory-heading: Clothing Factory. xyxy=(312,551,380,584)
white-place: Masterton. xyxy=(102,1121,142,1130)
ad-mail-notice xyxy=(23,1141,142,1387)
nz-heading: New Zealand xyxy=(296,533,396,549)
payton-name: F. PAYTON & CO. xyxy=(477,238,540,247)
dental-line: DENTAL SURGEON, xyxy=(34,1096,130,1107)
slogan-suit: TO SUIT THE xyxy=(353,892,401,917)
ad-mason xyxy=(421,257,540,603)
editorial xyxy=(421,1143,540,1711)
ad-bamber xyxy=(153,458,272,795)
article-paragraph: The following curious case was heard in the Carterton R.M. Court on Tuesday. Mr Pearce sued Mr Gunderson for the sum of £5 6s, damage done by his sow while in contact with the defendant. Judgment was given for plaintiff. xyxy=(680,754,800,830)
wellington-heading: WELLINGTON. xyxy=(434,1035,526,1049)
gentleman-figure-icon xyxy=(283,610,345,1010)
ad-money xyxy=(23,1771,142,1969)
